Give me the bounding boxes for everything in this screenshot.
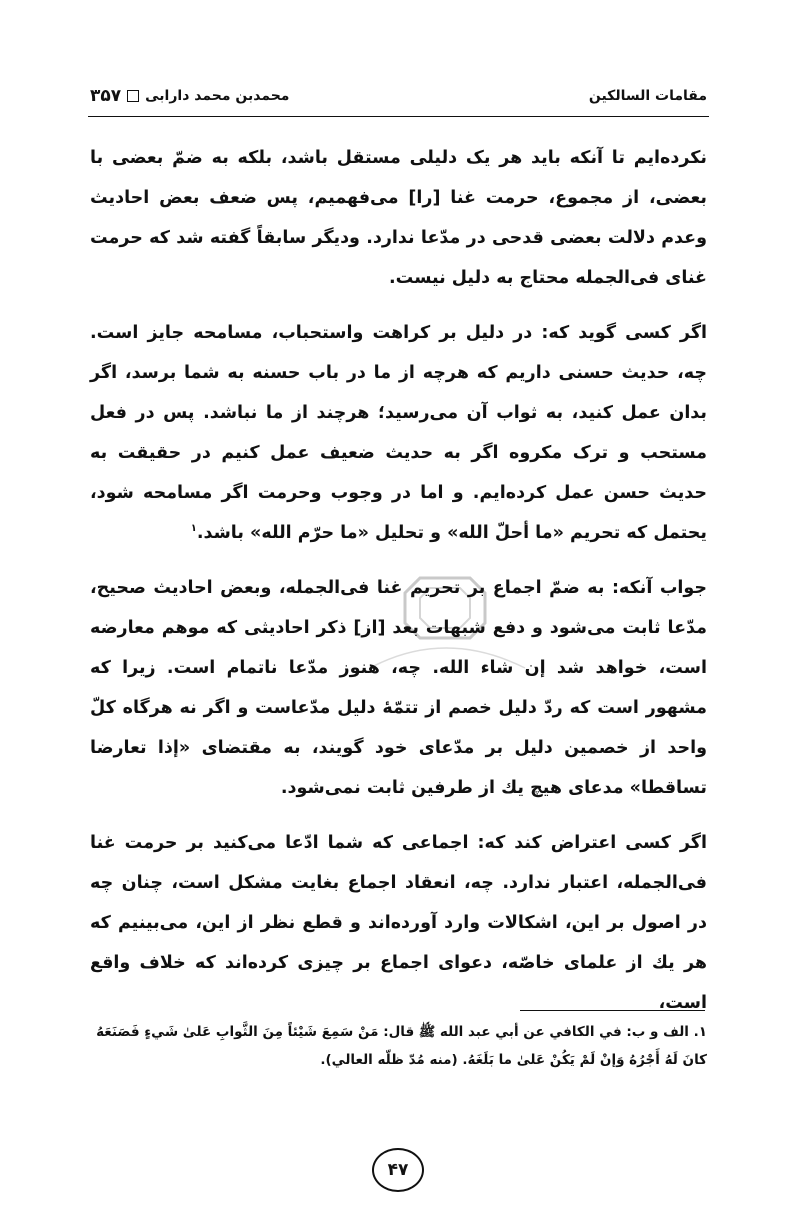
main-text [90,138,707,1038]
manuscript-page-number: ۳۵۷ [90,86,122,106]
running-header [90,86,707,106]
author-name: محمدبن محمد دارابی [145,88,290,104]
footnote-marker: ۱ [190,523,197,535]
footnote-line: ۱. الف و ب: في الکافي عن أبي عبد الله ﷺ قال: مَنْ سَمِعَ شَيْئاً مِنَ الثَّوابِ عَلىٰ شَيءٍ فَصَنَعَهُ [96,1024,707,1040]
paragraph: نکرده‌ایم تا آنکه باید هر یک دلیلی مستقل باشد، بلکه به ضمّ بعضی با بعضی، از مجموع، حرمت غنا [را] می‌فهمیم، پس ضعف بعض احادیث وعدم دلالت بعضی قدحی در مدّعا ندارد. ودیگر سابقاً گفته شد که حرمت غنای فی‌الجمله محتاج به دلیل نیست. [90,148,707,288]
footnote [90,1018,707,1074]
paragraph: اگر کسی گوید که: در دلیل بر کراهت واستحباب، مسامحه جایز است. چه، حدیث حسنی داریم که هرچه از ما در باب حسنه به شما برسد، اگر بدان عمل کنید، به ثواب آن می‌رسید؛ هرچند از ما نباشد. پس در فعل مستحب و ترک مکروه اگر به حدیث ضعیف عمل کنیم در حقیقت به حدیث حسن عمل کرده‌ایم. و اما در وجوب وحرمت اگر مسامحه شود، یحتمل که تحریم «ما أحلّ الله» و تحلیل «ما حرّم الله» باشد.$^۱$ [90,323,707,543]
header-author-group [90,86,289,106]
header-rule [88,116,709,117]
square-ornament-icon [127,90,139,102]
footnote-line: كانَ لَهُ أَجْرُهُ وَإنْ لَمْ يَكُنْ عَلىٰ ما بَلَغَهُ. (منه مُدّ ظلّه العالي). [320,1052,707,1068]
book-title: مقامات السالکین [588,88,707,104]
footnote-rule [520,1010,705,1011]
folio-page-number: ۴۷ [372,1148,424,1192]
paragraph: جواب آنکه: به ضمّ اجماع بر تحریم غنا فی‌الجمله، وبعض احادیث صحیح، مدّعا ثابت می‌شود و دفع شبهات بعد [از] ذکر احادیثی که موهم معارضه است، خواهد شد إن شاء الله. چه، هنوز مدّعا ناتمام است. زیرا که مشهور است که ردّ دلیل خصم از تتمّهٔ دلیل مدّعاست و اگر نه هرگاه کلّ واحد از خصمین دلیل بر مدّعای خود گویند، به مقتضای «إذا تعارضا تساقطا» مدعای هیچ یك از طرفین ثابت نمی‌شود. [90,578,707,798]
paragraph: اگر کسی اعتراض کند که: اجماعی که شما ادّعا می‌کنید بر حرمت غنا فی‌الجمله، اعتبار ندارد. چه، انعقاد اجماع بغایت مشکل است، چنان چه در اصول بر این، اشکالات وارد آورده‌اند و قطع نظر از این، می‌بینیم که هر یك از علمای خاصّه، دعوای اجماع بر چیزی کرده‌اند که خلاف واقع است، [90,833,707,1013]
